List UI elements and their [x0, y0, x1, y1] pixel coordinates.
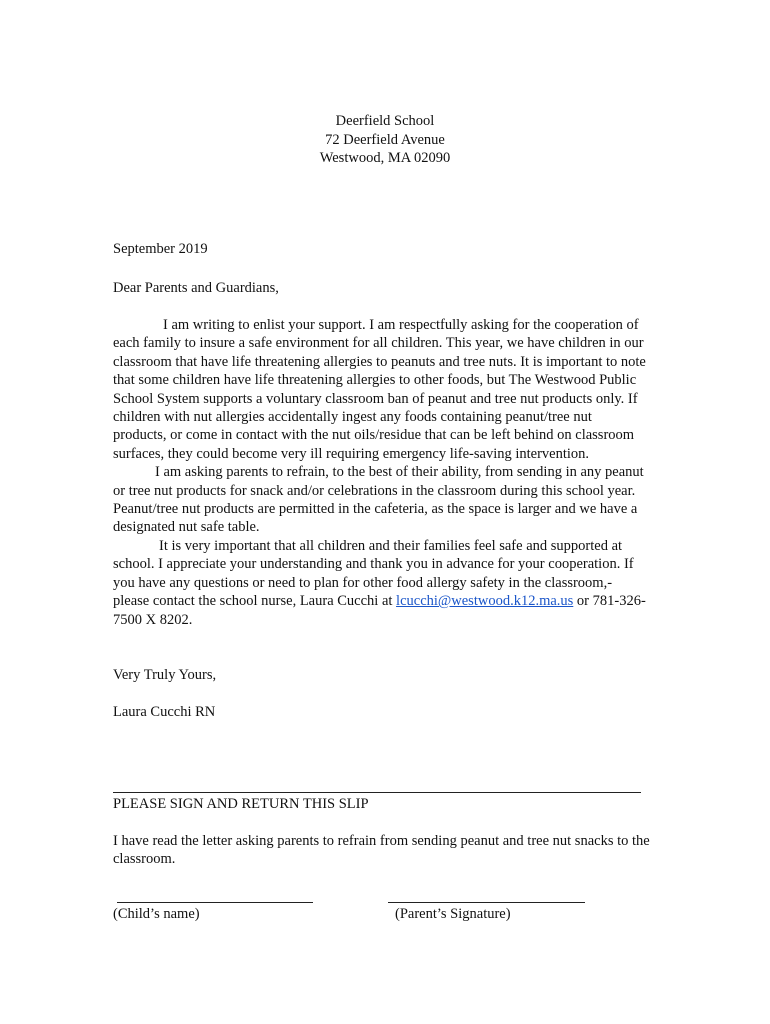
letterhead	[0, 112, 770, 168]
slip-title: PLEASE SIGN AND RETURN THIS SLIP	[113, 796, 369, 812]
parent-signature-label: (Parent’s Signature)	[395, 906, 511, 922]
parent-signature-line[interactable]	[388, 902, 585, 903]
body-paragraph-2: I am asking parents to refrain, to the best of their ability, from sending in any peanut or tree nut products for snack and/or celebrations in the classroom during this school year. Peanut/tree nut products are permitted in the cafeteria, as the space is larger and we have a designated nut safe table.	[113, 464, 644, 536]
child-name-line[interactable]	[117, 902, 313, 903]
body-paragraph-3	[113, 537, 649, 629]
salutation: Dear Parents and Guardians,	[113, 280, 279, 296]
school-name: Deerfield School	[335, 113, 435, 129]
closing: Very Truly Yours,	[113, 667, 217, 683]
paragraph-3-text: It is very important that all children and their families feel safe and supported at school. I appreciate your understanding and thank you in advance for your cooperation. If you have any questions or need to plan for other food allergy safety in the classroom,- please contact the school nurse, Laura Cucchi at	[113, 537, 634, 610]
nurse-email-link[interactable]: lcucchi@westwood.k12.ma.us	[396, 593, 574, 610]
signer-name: Laura Cucchi RN	[113, 704, 216, 720]
letter-date: September 2019	[113, 241, 208, 257]
paragraph-3-phone: or 781-326-7500 X 8202.	[113, 593, 646, 628]
slip-statement: I have read the letter asking parents to refrain from sending peanut and tree nut snacks to the classroom.	[113, 833, 650, 868]
child-name-label: (Child’s name)	[113, 906, 200, 922]
school-city: Westwood, MA 02090	[319, 150, 451, 166]
letter-body	[113, 316, 649, 629]
body-paragraph-1: I am writing to enlist your support. I am respectfully asking for the cooperation of each family to insure a safe environment for all children. This year, we have children in our classroom that have life threatening allergies to peanuts and tree nuts. It is important to note that some children have life threatening allergies to other foods, but The Westwood Public School System supports a voluntary classroom ban of peanut and tree nut products only. If children with nut allergies accidentally ingest any foods containing peanut/tree nut products, or come in contact with the nut oils/residue that can be left behind on classroom surfaces, they could become very ill requiring emergency life-saving intervention.	[113, 317, 646, 462]
slip-cut-line	[113, 792, 641, 793]
school-street: 72 Deerfield Avenue	[325, 131, 445, 148]
